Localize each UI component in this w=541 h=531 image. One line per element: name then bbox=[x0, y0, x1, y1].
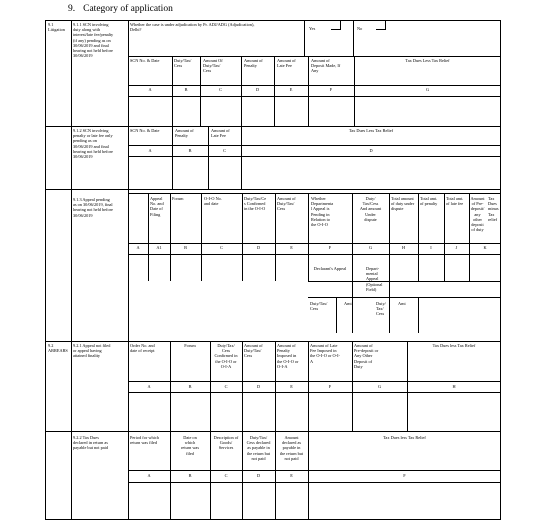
column-letter: F bbox=[328, 245, 332, 250]
column-letter: D bbox=[256, 245, 261, 250]
column-letter: F bbox=[403, 473, 406, 478]
column-header: Appeal No. and Date of Filing bbox=[150, 196, 164, 217]
column-letter: J bbox=[455, 245, 458, 250]
column-letter: F bbox=[329, 87, 333, 92]
rule bbox=[208, 126, 209, 189]
rule bbox=[444, 193, 445, 281]
rule bbox=[336, 297, 337, 333]
rule bbox=[128, 381, 501, 382]
column-header: Amount declared as payable in the return but not paid bbox=[279, 435, 304, 461]
column-header: Forum bbox=[184, 343, 196, 348]
column-letter: D bbox=[256, 473, 261, 478]
column-header: Amount of Deposit Made, If Any bbox=[311, 58, 341, 74]
column-letter: A1 bbox=[156, 245, 162, 250]
row-9-2-2-description: 9.2.2 Tax Dues declared in return as payable but not paid bbox=[73, 435, 108, 451]
row-9-2-1-description: 9.2.1 Appeal not filed or appeal having attained finality bbox=[73, 343, 111, 359]
row-9-1-3-description: 9.1.3 Appeal pending as on 30/06/2019, final hearing not held before 30/06/2019 bbox=[73, 197, 113, 218]
column-letter: A bbox=[148, 148, 152, 153]
rule bbox=[418, 193, 419, 281]
rule bbox=[172, 126, 173, 189]
column-letter: C bbox=[220, 245, 223, 250]
column-letter: G bbox=[425, 87, 430, 92]
rule bbox=[128, 470, 501, 471]
column-header: Description of Goods/ Services bbox=[213, 435, 239, 451]
departmental-duty-tax-cess: Duty/ Tax/ Cess bbox=[376, 301, 386, 317]
rule bbox=[128, 56, 501, 57]
yes-checkbox[interactable] bbox=[331, 21, 341, 30]
column-letter: A bbox=[147, 473, 151, 478]
column-header: Amount of Late Fee bbox=[277, 58, 296, 69]
column-letter: E bbox=[290, 473, 293, 478]
rule bbox=[128, 85, 501, 86]
column-letter: E bbox=[290, 384, 293, 389]
column-header: Duty/Tax/ Cess Confirmed in the O-I-O or O-I-A bbox=[214, 343, 238, 369]
column-letter: A bbox=[136, 245, 140, 250]
column-header: Amount of Penalty Imposed in the O-I-O or O-I-A bbox=[277, 343, 299, 369]
column-letter: I bbox=[430, 245, 432, 250]
column-header: SCN No. & Date bbox=[130, 58, 160, 63]
application-category-table bbox=[45, 20, 501, 520]
column-letter: E bbox=[289, 87, 293, 92]
column-letter: C bbox=[223, 148, 226, 153]
column-header: Order No. and date of receipt bbox=[130, 343, 155, 354]
column-header: Duty/Tax/Ce s Confirmed in the O-I-O bbox=[244, 196, 267, 212]
column-header: Amount of Duty/Tax/ Cess bbox=[244, 343, 263, 359]
column-header: Period for which return was filed bbox=[130, 435, 159, 446]
column-header: Amount of Late Fee bbox=[211, 128, 230, 139]
departmental-appeal-label: Depart- mental Appeal (Optional Field) bbox=[366, 266, 383, 292]
rule bbox=[148, 193, 149, 281]
column-letter: B bbox=[188, 148, 192, 153]
rule bbox=[304, 21, 305, 56]
rule bbox=[353, 21, 354, 56]
column-header: Tax Dues Less Tax Relief bbox=[405, 58, 450, 63]
column-letter: B bbox=[184, 245, 187, 250]
rule bbox=[275, 193, 276, 281]
column-header: Amount of Penalty bbox=[244, 58, 263, 69]
section-title bbox=[68, 4, 173, 14]
column-header: Tax Dues less Tax Relief bbox=[383, 435, 426, 440]
departmental-amount: Amt bbox=[398, 301, 406, 306]
row-9-1-1-description: 9.1.1 SCN involving duty along with interest/late fee/penalty (if any) pending as on 30/06/2019 and final hearing not held before 30/06/2019 bbox=[73, 22, 114, 59]
column-letter: B bbox=[188, 473, 192, 478]
rule bbox=[389, 193, 390, 333]
declarant-duty-tax-cess: Duty/Tax/ Cess bbox=[310, 301, 328, 312]
column-letter: D bbox=[256, 384, 261, 389]
column-header: Tax Dues less Tax Relief bbox=[432, 343, 476, 348]
declarant-amount: Amt bbox=[344, 301, 352, 306]
rule bbox=[308, 281, 501, 282]
column-header: Amount of Pre-deposit or Any Other Deposit of Duty bbox=[354, 343, 379, 369]
column-header: Amount of Duty/Tax/ Cess bbox=[277, 196, 296, 212]
column-letter: G bbox=[368, 245, 373, 250]
column-header: Forum bbox=[172, 196, 184, 201]
no-label: No bbox=[357, 26, 363, 31]
section-9-2-name: ARREARS bbox=[48, 348, 68, 353]
column-header: Amount of Penalty bbox=[175, 128, 194, 139]
adjudication-question: Whether the case is under adjudication by Pr. ADJ/ADG (Adjudication), Delhi? bbox=[130, 22, 255, 33]
rule bbox=[128, 482, 501, 483]
section-9-1-name: Litigation bbox=[48, 27, 65, 32]
column-header: Total amt. of penalty bbox=[420, 196, 438, 207]
column-letter: D bbox=[255, 87, 260, 92]
column-header: Amount of Late Fee Imposed in the O-I-O or O-I- A bbox=[310, 343, 340, 364]
rule bbox=[128, 254, 501, 255]
column-letter: G bbox=[377, 384, 382, 389]
rule bbox=[128, 193, 501, 194]
column-header: Date on which return was filed bbox=[180, 435, 200, 456]
rule bbox=[128, 243, 501, 244]
column-header: O-I-O No. and date bbox=[204, 196, 222, 207]
rule bbox=[46, 189, 501, 190]
column-header: SCN No. & Date bbox=[130, 128, 160, 133]
column-header: Total amount of duty under dispute bbox=[391, 196, 415, 212]
column-header: Tax Dues Less Tax Relief bbox=[348, 128, 394, 133]
column-letter: C bbox=[224, 473, 228, 478]
rule bbox=[241, 126, 242, 189]
section-heading: Category of application bbox=[83, 4, 173, 14]
column-header: Amount Of Duty/Tax/ Cess bbox=[203, 58, 223, 74]
column-header: Whether Departmenta l Appeal is Pending in Relation to the O-I-O bbox=[311, 196, 334, 228]
rule bbox=[71, 21, 72, 520]
no-checkbox[interactable] bbox=[376, 21, 386, 30]
column-letter: H bbox=[452, 384, 456, 389]
column-letter: H bbox=[401, 245, 406, 250]
column-letter: C bbox=[219, 87, 222, 92]
column-letter: A bbox=[148, 87, 152, 92]
column-letter: B bbox=[188, 384, 192, 389]
column-letter: B bbox=[184, 87, 188, 92]
rule bbox=[46, 126, 501, 127]
section-number: 9. bbox=[68, 4, 76, 14]
column-header: Duty/Tax/ Cess declared as payable in the return but not paid bbox=[246, 435, 271, 461]
row-9-1-2-description: 9.1.2 SCN involving penalty or late fee only pending as on 30/06/2019 and final hearing not held before 30/06/2019 bbox=[73, 128, 113, 160]
column-header: Duty/Tax/ Cess bbox=[174, 58, 192, 69]
rule bbox=[46, 431, 501, 432]
rule bbox=[201, 193, 202, 281]
column-letter: F bbox=[328, 384, 332, 389]
rule bbox=[46, 341, 501, 342]
column-header: Total amt. of late fee bbox=[446, 196, 464, 207]
declarants-appeal-label: Declarant's Appeal bbox=[313, 266, 347, 271]
rule bbox=[128, 156, 501, 157]
rule bbox=[170, 193, 171, 281]
yes-label: Yes bbox=[309, 26, 316, 31]
column-letter: D bbox=[369, 148, 373, 153]
rule bbox=[128, 145, 501, 146]
column-header: Duty/ Tax/Cess And amount Under dispute bbox=[359, 196, 382, 222]
rule bbox=[128, 96, 501, 97]
column-letter: K bbox=[483, 245, 487, 250]
column-header: Amount of Pre- deposit/ any other deposit of duty bbox=[470, 196, 485, 233]
rule bbox=[128, 392, 501, 393]
column-letter: E bbox=[290, 245, 293, 250]
column-header: Tax Dues minus Tax relief bbox=[488, 196, 499, 222]
rule bbox=[418, 297, 419, 333]
section-9-2-code: 9.2 bbox=[48, 343, 54, 348]
column-letter: C bbox=[224, 384, 228, 389]
rule bbox=[242, 193, 243, 281]
column-letter: A bbox=[147, 384, 151, 389]
section-9-1-code: 9.1 bbox=[48, 22, 54, 27]
